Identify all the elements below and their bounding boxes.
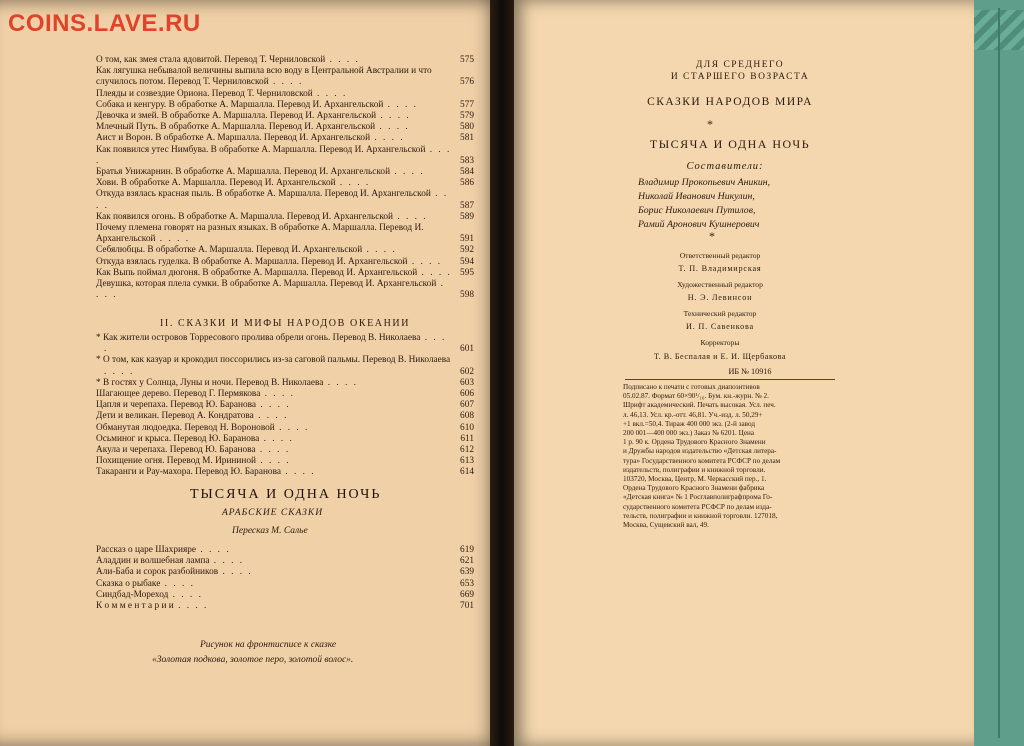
imprint-line: Шрифт академический. Печать высокая. Усл. печ.	[623, 401, 776, 410]
toc-entry: Аист и Ворон. В обработке А. Маршалла. Перевод И. Архангельской . . . . 581	[96, 133, 474, 144]
toc-entry-title: Млечный Путь. В обработке А. Маршалла. Перевод И. Архангельской	[96, 122, 376, 133]
toc-entry: Аладдин и волшебная лампа . . . . 621	[96, 556, 474, 567]
toc-entry-title: Осьминог и крыса. Перевод Ю. Баранова	[96, 433, 260, 444]
toc-entry-page: 583	[460, 155, 474, 166]
toc-entry-page: 592	[460, 245, 474, 256]
toc-entry-title: Собака и кенгуру. В обработке А. Маршалла. Перевод И. Архангельской	[96, 99, 384, 110]
toc-entry-page: 598	[460, 290, 474, 301]
toc-entry-page: 612	[460, 445, 474, 456]
toc-entry: Откуда взялась красная пыль. В обработке А. Маршалла. Перевод И. Архангельской . . . . 587	[96, 189, 474, 211]
thousand-nights-heading: ТЫСЯЧА И ОДНА НОЧЬ	[190, 487, 382, 502]
toc-entry: Девочка и змей. В обработке А. Маршалла. Перевод И. Архангельской . . . . 579	[96, 111, 474, 122]
toc-entry-page: 603	[460, 377, 474, 388]
imprint-line: 1 р. 90 к. Ордена Трудового Красного Знамени	[623, 438, 766, 447]
imprint-line: 103720, Москва, Центр, М. Черкасский пер., 1.	[623, 475, 767, 484]
age-line-1: ДЛЯ СРЕДНЕГО	[695, 60, 785, 70]
imprint-line: л. 46,13. Усл. кр.-отт. 46,81. Уч.-изд. л. 50,29+	[623, 410, 763, 419]
retold-by: Пересказ М. Салье	[232, 526, 308, 536]
toc-entry-page: 576	[460, 77, 474, 88]
book-cover-edge	[974, 0, 1024, 746]
imprint-line: 200 001—400 000 экз.) Заказ № 6201. Цена	[623, 429, 755, 438]
toc-entry-page: 639	[460, 567, 474, 578]
toc-entry-title: К о м м е н т а р и и	[96, 601, 174, 612]
toc-entry-title: Рассказ о царе Шахрияре	[96, 545, 197, 555]
compiler-name: Рамий Аронович Кушнерович	[638, 219, 760, 230]
toc-entry: Акула и черепаха. Перевод Ю. Баранова . . . . 612	[96, 445, 474, 456]
compiler-name: Николай Иванович Никулин,	[638, 191, 755, 202]
toc-entry-page: 614	[460, 467, 474, 478]
toc-entry: Али-Баба и сорок разбойников . . . . 639	[96, 567, 474, 578]
toc-entry-title: Акула и черепаха. Перевод Ю. Баранова	[96, 445, 256, 456]
toc-entry-title: Обманутая людоедка. Перевод Н. Вороновой	[96, 422, 275, 433]
art-editor-name: Н. Э. Левинсон	[687, 293, 753, 302]
toc-entry-title: Девочка и змей. В обработке А. Маршалла. Перевод И. Архангельской	[96, 111, 377, 122]
responsible-editor-label: Ответственный редактор	[679, 251, 761, 260]
toc-entry: Синдбад-Мореход . . . . 669	[96, 589, 474, 600]
imprint-line: Москва, Сущевский вал, 49.	[623, 521, 709, 530]
toc-entry-page: 621	[460, 556, 474, 567]
imprint-line: тельств, полиграфии и книжной торговли. 127018,	[623, 511, 778, 520]
toc-entry: Плеяды и созвездие Ориона. Перевод Т. Черниловской . . . .	[96, 88, 348, 99]
toc-entry: Почему племена говорят на разных языках. В обработке А. Маршалла. Перевод И. Архангельской . . . . 591	[96, 223, 474, 245]
compiler-name: Владимир Прокопьевич Аникин,	[638, 177, 771, 188]
toc-entry-title: Хови. В обработке А. Маршалла. Перевод И. Архангельской	[96, 178, 336, 189]
toc-entry-title: О том, как змея стала ядовитой. Перевод Т. Черниловской	[96, 55, 326, 65]
toc-entry-page: 613	[460, 456, 474, 467]
imprint-line: Подписано к печати с готовых диапозитивов	[623, 383, 760, 391]
frontispiece-caption-1: Рисунок на фронтисписе к сказке	[200, 640, 337, 650]
toc-entry-page: 595	[460, 267, 474, 278]
imprint-line: издательств, полиграфии и книжной торговли.	[623, 465, 766, 474]
toc-entry-page: 589	[460, 211, 474, 222]
correctors-label: Корректоры	[700, 338, 740, 347]
toc-entry: Такаранги и Рау-махора. Перевод Ю. Баранова . . . . 614	[96, 467, 474, 478]
book-title: ТЫСЯЧА И ОДНА НОЧЬ	[649, 137, 811, 151]
star-separator-2: *	[709, 229, 715, 243]
toc-entry: * В гостях у Солнца, Луны и ночи. Перевод В. Николаева . . . . 603	[96, 377, 474, 388]
toc-entry: Братья Унижарнин. В обработке А. Маршалла. Перевод И. Архангельской . . . . 584	[96, 167, 474, 178]
frontispiece-caption-2: «Золотая подкова, золотое перо, золотой волос».	[152, 655, 354, 665]
toc-entry-page: 579	[460, 111, 474, 122]
toc-entry-title: Али-Баба и сорок разбойников	[96, 567, 219, 578]
toc-entry-page: 586	[460, 178, 474, 189]
toc-entry-page: 584	[460, 167, 474, 178]
series-title: СКАЗКИ НАРОДОВ МИРА	[647, 96, 813, 108]
imprint-line: +1 вкл.=50,4. Тираж 400 000 экз. (2-й завод	[623, 419, 756, 428]
toc-entry-title: Такаранги и Рау-махора. Перевод Ю. Баранова	[96, 467, 281, 478]
toc-oceania	[96, 333, 474, 479]
imprint-line: и Дружбы народов издательство «Детская литера-	[623, 447, 777, 456]
toc-entry-title: Плеяды и созвездие Ориона. Перевод Т. Черниловской	[96, 88, 313, 99]
toc-entry-title: Шагающее дерево. Перевод Г. Пермякова	[96, 389, 261, 400]
toc-australia	[96, 55, 474, 301]
toc-entry-title: Девушка, которая плела сумки. В обработке А. Маршалла. Перевод И. Архангельской	[96, 279, 437, 290]
toc-entry: Шагающее дерево. Перевод Г. Пермякова . . . . 606	[96, 389, 474, 400]
toc-entry: Как Выпь поймал дюгоня. В обработке А. Маршалла. Перевод И. Архангельской . . . . 595	[96, 267, 474, 278]
ib-number: ИБ № 10916	[728, 367, 772, 376]
toc-entry-page: 608	[460, 411, 474, 422]
imprint-line: тура» Государственного комитета РСФСР по делам	[623, 456, 781, 465]
toc-entry-title: Сказка о рыбаке	[96, 578, 161, 589]
toc-entry-page: 587	[460, 200, 474, 211]
toc-entry-page: 611	[460, 433, 474, 444]
toc-entry: Млечный Путь. В обработке А. Маршалла. Перевод И. Архангельской . . . . 580	[96, 122, 474, 133]
toc-entry: Как появился огонь. В обработке А. Маршалла. Перевод И. Архангельской . . . . 589	[96, 211, 474, 222]
toc-entry: Похищение огня. Перевод М. Ирининой . . . . 613	[96, 456, 474, 467]
toc-entry-title: Почему племена говорят на разных языках. В обработке А. Маршалла. Перевод И. Архангельской	[96, 223, 424, 245]
toc-entry-page: 602	[460, 366, 474, 377]
toc-entry: Обманутая людоедка. Перевод Н. Вороновой . . . . 610	[96, 422, 474, 433]
toc-entry: Себялюбцы. В обработке А. Маршалла. Перевод И. Архангельской . . . . 592	[96, 245, 474, 256]
toc-entry: О том, как змея стала ядовитой. Перевод Т. Черниловской . . . . 575	[96, 55, 474, 65]
toc-entry-title: Откуда взялась красная пыль. В обработке А. Маршалла. Перевод И. Архангельской	[96, 189, 431, 200]
toc-entry: Осьминог и крыса. Перевод Ю. Баранова . . . . 611	[96, 433, 474, 444]
toc-arabian	[96, 545, 474, 612]
toc-entry-page: 606	[460, 389, 474, 400]
toc-entry-page: 581	[460, 133, 474, 144]
toc-entry-title: Похищение огня. Перевод М. Ирининой	[96, 456, 256, 467]
toc-entry-title: * В гостях у Солнца, Луны и ночи. Перевод В. Николаева	[96, 377, 324, 388]
tech-editor-label: Технический редактор	[683, 309, 757, 318]
responsible-editor-name: Т. П. Владимирская	[678, 264, 762, 273]
toc-entry-title: Синдбад-Мореход	[96, 589, 169, 600]
toc-entry-page: 577	[460, 99, 474, 110]
toc-entry-title: Как Выпь поймал дюгоня. В обработке А. Маршалла. Перевод И. Архангельской	[96, 267, 418, 278]
tech-editor-name: И. П. Савенкова	[686, 322, 754, 331]
toc-entry-title: Цапля и черепаха. Перевод Ю. Баранова	[96, 400, 257, 411]
toc-entry: Собака и кенгуру. В обработке А. Маршалла. Перевод И. Архангельской . . . . 577	[96, 99, 474, 110]
toc-entry-page: 575	[460, 55, 474, 65]
toc-entry: Как появился утес Нимбува. В обработке А. Маршалла. Перевод И. Архангельской . . . . 583	[96, 144, 474, 166]
toc-entry-title: Как лягушка небывалой величины выпила всю воду в Центральной Австралии и что случилось потом. Перевод Т. Черниловской	[96, 66, 432, 88]
toc-entry: Цапля и черепаха. Перевод Ю. Баранова . . . . 607	[96, 400, 474, 411]
toc-entry-page: 610	[460, 422, 474, 433]
toc-entry-page: 619	[460, 545, 474, 555]
imprint-line: Ордена Трудового Красного Знамени фабрика	[623, 484, 765, 493]
toc-entry-page: 607	[460, 400, 474, 411]
watermark: COINS.LAVE.RU	[8, 10, 201, 37]
imprint-line: 05.02.87. Формат 60×90¹/₁₆. Бум. кн.-журн. № 2.	[623, 392, 769, 401]
toc-entry-page: 669	[460, 589, 474, 600]
toc-entry: Сказка о рыбаке . . . . 653	[96, 578, 474, 589]
toc-entry: * Как жители островов Торресового пролива обрели огонь. Перевод В. Николаева . . . . 601	[96, 333, 474, 355]
compilers-list	[638, 176, 828, 232]
compilers-label: Составители:	[686, 161, 764, 172]
toc-entry-page: 591	[460, 234, 474, 245]
toc-entry-title: Аладдин и волшебная лампа	[96, 556, 210, 567]
toc-entry: Как лягушка небывалой величины выпила всю воду в Центральной Австралии и что случилось потом. Перевод Т. Черниловской . . . . 576	[96, 66, 474, 88]
section-heading-oceania: II. СКАЗКИ И МИФЫ НАРОДОВ ОКЕАНИИ	[160, 318, 411, 329]
toc-entry-title: Себялюбцы. В обработке А. Маршалла. Перевод И. Архангельской	[96, 245, 363, 256]
toc-entry: Хови. В обработке А. Маршалла. Перевод И. Архангельской . . . . 586	[96, 178, 474, 189]
toc-entry-title: * Как жители островов Торресового пролива обрели огонь. Перевод В. Николаева	[96, 333, 421, 343]
toc-entry-title: Братья Унижарнин. В обработке А. Маршалла. Перевод И. Архангельской	[96, 167, 391, 178]
book-spine	[490, 0, 514, 746]
toc-entry: Откуда взялась гуделка. В обработке А. Маршалла. Перевод И. Архангельской . . . . 594	[96, 256, 474, 267]
correctors-names: Т. В. Беспалая и Е. И. Щербакова	[654, 352, 786, 361]
toc-entry: * О том, как казуар и крокодил поссорились из-за саговой пальмы. Перевод В. Николаева . . . . 602	[96, 355, 474, 377]
toc-entry-title: * О том, как казуар и крокодил поссорились из-за саговой пальмы. Перевод В. Николаева	[96, 355, 451, 366]
imprint-divider	[625, 379, 835, 380]
imprint-line: «Детская книга» № 1 Росглавполиграфпрома Го-	[623, 493, 773, 502]
toc-entry-title: Откуда взялась гуделка. В обработке А. Маршалла. Перевод И. Архангельской	[96, 256, 408, 267]
toc-entry: К о м м е н т а р и и . . . . 701	[96, 601, 474, 612]
toc-entry: Рассказ о царе Шахрияре . . . . 619	[96, 545, 474, 555]
toc-entry-title: Как появился утес Нимбува. В обработке А. Маршалла. Перевод И. Архангельской	[96, 144, 426, 155]
toc-entry: Дети и великан. Перевод А. Кондратова . . . . 608	[96, 411, 474, 422]
imprint-line: сударственного комитета РСФСР по делам изда-	[623, 502, 772, 511]
toc-entry-title: Как появился огонь. В обработке А. Маршалла. Перевод И. Архангельской	[96, 211, 394, 222]
compiler-name: Борис Николаевич Путилов,	[638, 205, 756, 216]
arabian-tales-subtitle: АРАБСКИЕ СКАЗКИ	[222, 508, 324, 518]
imprint-block	[623, 383, 853, 530]
toc-entry-page: 594	[460, 256, 474, 267]
star-separator-1: *	[707, 117, 713, 131]
age-line-2: И СТАРШЕГО ВОЗРАСТА	[670, 72, 810, 82]
toc-entry-title: Дети и великан. Перевод А. Кондратова	[96, 411, 254, 422]
toc-entry-page: 580	[460, 122, 474, 133]
toc-entry-title: Аист и Ворон. В обработке А. Маршалла. Перевод И. Архангельской	[96, 133, 371, 144]
toc-entry-page: 601	[460, 344, 474, 355]
toc-entry: Девушка, которая плела сумки. В обработке А. Маршалла. Перевод И. Архангельской . . . . 598	[96, 279, 474, 301]
toc-entry-page: 701	[460, 601, 474, 612]
toc-entry-page: 653	[460, 578, 474, 589]
art-editor-label: Художественный редактор	[677, 280, 763, 289]
